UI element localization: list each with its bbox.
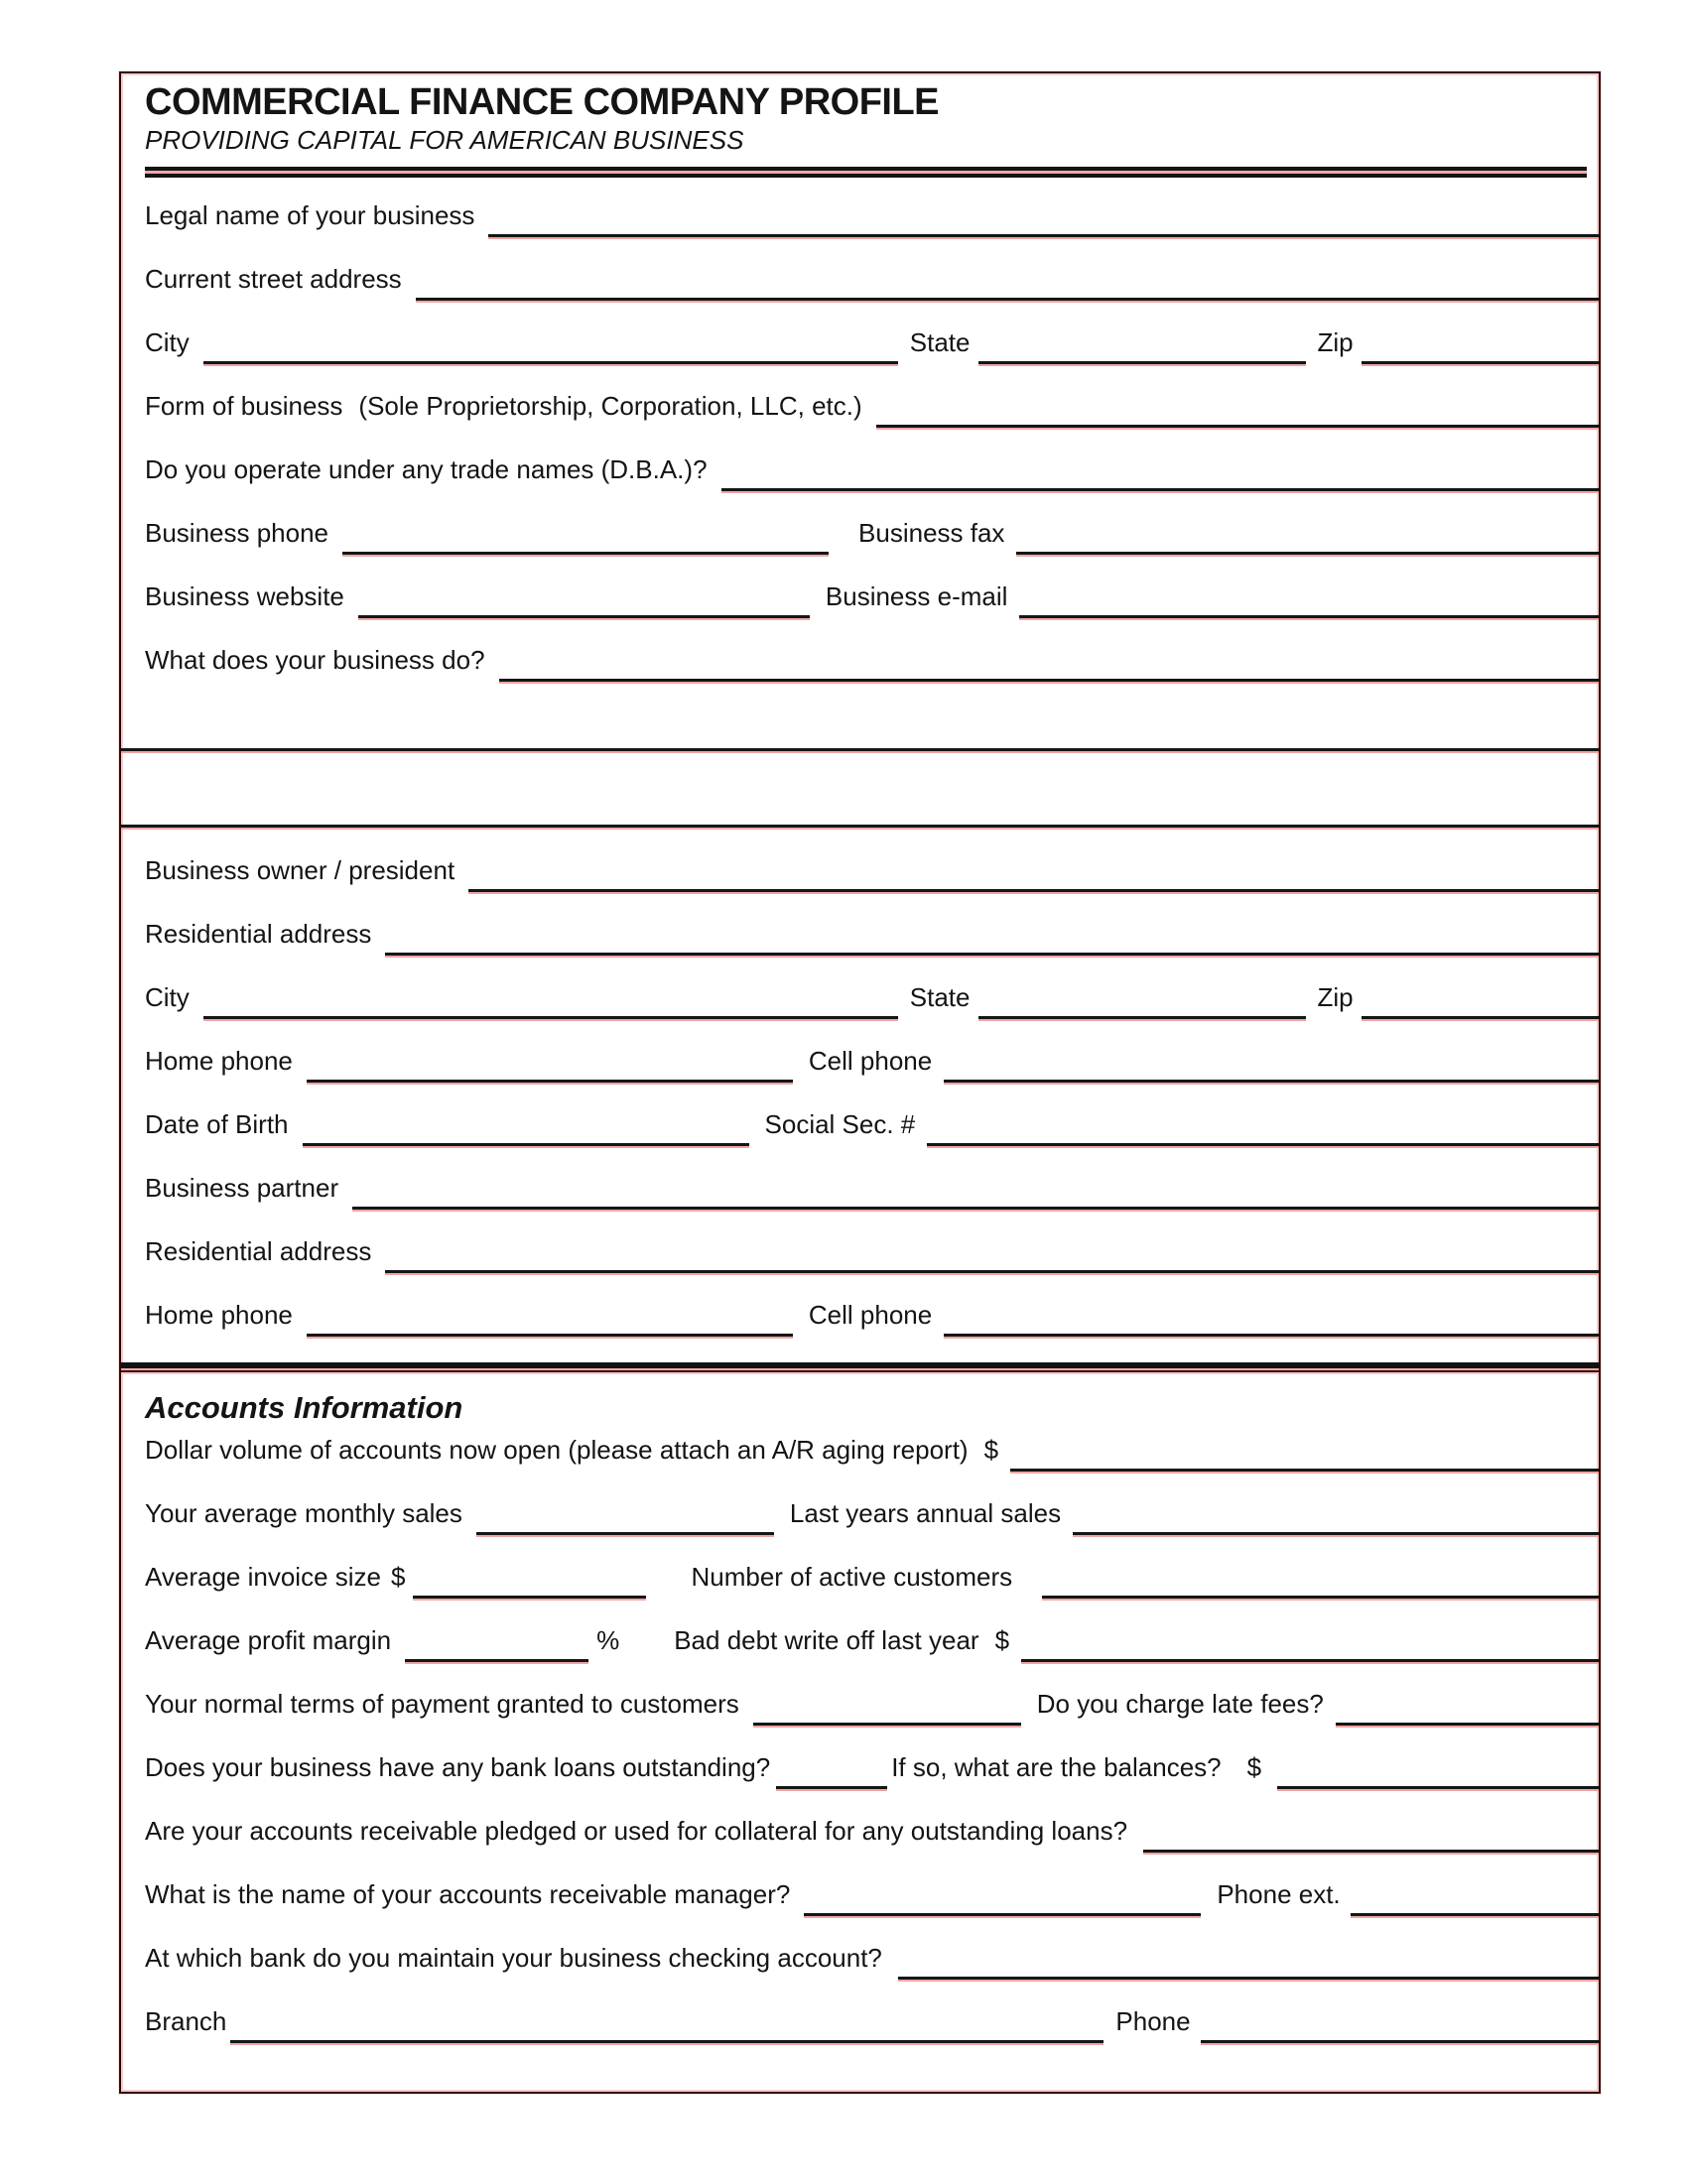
ssn-field[interactable] [927,1143,1599,1146]
dollar-volume-field[interactable] [1010,1469,1599,1472]
owner-state-label: State [909,982,971,1013]
business-fax-field[interactable] [1016,552,1599,555]
profit-margin-label: Average profit margin [145,1625,392,1656]
row-street-address [145,241,1599,305]
owner-zip-field[interactable] [1362,1016,1599,1019]
owner-zip-label: Zip [1317,982,1354,1013]
owner-cell-phone-label: Cell phone [808,1046,933,1077]
form-header [121,73,1599,155]
dob-label: Date of Birth [145,1109,289,1140]
pledged-label: Are your accounts receivable pledged or used for collateral for any outstanding loans? [145,1816,1128,1847]
row-partner [145,1150,1599,1214]
owner-cell-phone-field[interactable] [944,1080,1599,1083]
row-ar-manager [145,1857,1599,1920]
invoice-size-label: Average invoice size [145,1562,381,1593]
row-form-of-business [145,368,1599,432]
branch-label: Branch [145,2006,227,2037]
partner-cell-phone-field[interactable] [944,1334,1599,1337]
ar-manager-field[interactable] [804,1913,1201,1916]
partner-home-phone-label: Home phone [145,1300,293,1331]
row-website-email [145,559,1599,622]
header-rule [145,167,1587,178]
row-invoice-customers [145,1539,1599,1603]
checking-account-label: At which bank do you maintain your business checking account? [145,1943,882,1974]
owner-section [121,828,1599,1341]
row-city-state-zip [145,305,1599,368]
bad-debt-field[interactable] [1021,1659,1599,1662]
business-email-label: Business e-mail [825,581,1008,612]
payment-terms-field[interactable] [753,1723,1021,1726]
street-address-label: Current street address [145,264,402,295]
bad-debt-label: Bad debt write off last year [674,1625,979,1656]
ar-manager-label: What is the name of your accounts receivable manager? [145,1879,791,1910]
late-fees-field[interactable] [1336,1723,1599,1726]
branch-phone-label: Phone [1115,2006,1191,2037]
dollar-volume-label: Dollar volume of accounts now open (please attach an A/R aging report) [145,1435,969,1466]
partner-label: Business partner [145,1173,339,1204]
street-address-field[interactable] [416,298,1599,301]
ssn-label: Social Sec. # [764,1109,916,1140]
owner-city-field[interactable] [203,1016,898,1019]
branch-phone-field[interactable] [1201,2040,1599,2043]
annual-sales-field[interactable] [1073,1532,1599,1535]
branch-field[interactable] [230,2040,1104,2043]
dba-label: Do you operate under any trade names (D.B.A.)? [145,454,708,485]
active-customers-field[interactable] [1042,1596,1599,1599]
row-owner-residential [145,896,1599,960]
form-subtitle: PROVIDING CAPITAL FOR AMERICAN BUSINESS [145,124,744,155]
owner-label: Business owner / president [145,855,455,886]
row-owner [145,828,1599,896]
partner-home-phone-field[interactable] [307,1334,793,1337]
balances-currency: $ [1246,1752,1262,1783]
form-sheet [119,71,1601,2094]
business-section [121,178,1599,686]
legal-name-field[interactable] [488,234,1599,237]
monthly-sales-field[interactable] [476,1532,774,1535]
owner-residential-field[interactable] [385,953,1599,956]
pledged-field[interactable] [1143,1850,1599,1853]
owner-home-phone-field[interactable] [307,1080,793,1083]
row-legal-name [145,178,1599,241]
checking-account-field[interactable] [898,1977,1599,1980]
row-dob-ssn [145,1087,1599,1150]
row-dollar-volume [145,1426,1599,1476]
zip-field[interactable] [1362,361,1599,364]
city-label: City [145,327,190,358]
row-bank-loans [145,1730,1599,1793]
invoice-size-field[interactable] [413,1596,646,1599]
business-website-label: Business website [145,581,344,612]
zip-label: Zip [1317,327,1354,358]
business-description-field[interactable] [499,679,1599,682]
annual-sales-label: Last years annual sales [789,1498,1062,1529]
active-customers-label: Number of active customers [691,1562,1013,1593]
row-checking-account [145,1920,1599,1984]
form-of-business-label: Form of business [145,391,343,422]
owner-state-field[interactable] [978,1016,1306,1019]
row-owner-phones [145,1023,1599,1087]
bad-debt-currency: $ [994,1625,1010,1656]
legal-name-label: Legal name of your business [145,200,475,231]
row-partner-phones [145,1277,1599,1341]
form-of-business-hint: (Sole Proprietorship, Corporation, LLC, etc.) [358,391,862,422]
city-field[interactable] [203,361,898,364]
row-business-description [145,622,1599,686]
business-fax-label: Business fax [858,518,1005,549]
partner-residential-label: Residential address [145,1236,372,1267]
form-title: COMMERCIAL FINANCE COMPANY PROFILE [145,81,940,123]
payment-terms-label: Your normal terms of payment granted to customers [145,1689,739,1720]
accounts-section [121,1426,1599,2047]
invoice-size-currency: $ [391,1562,406,1593]
business-phone-field[interactable] [342,552,829,555]
row-owner-city-state-zip [145,960,1599,1023]
owner-city-label: City [145,982,190,1013]
dollar-volume-currency: $ [983,1435,999,1466]
profit-margin-field[interactable] [405,1659,588,1662]
dba-field[interactable] [721,488,1599,491]
late-fees-label: Do you charge late fees? [1036,1689,1324,1720]
row-partner-residential [145,1214,1599,1277]
bank-loans-label: Does your business have any bank loans outstanding? [145,1752,771,1783]
partner-field[interactable] [352,1207,1599,1210]
form-of-business-field[interactable] [876,425,1599,428]
row-dba [145,432,1599,495]
bank-loans-field[interactable] [776,1786,887,1789]
partner-cell-phone-label: Cell phone [808,1300,933,1331]
business-phone-label: Business phone [145,518,329,549]
phone-ext-label: Phone ext. [1217,1879,1341,1910]
accounts-section-divider [121,1362,1599,1374]
row-sales [145,1476,1599,1539]
row-branch-phone [145,1984,1599,2047]
profit-margin-percent: % [596,1625,620,1656]
row-business-phone-fax [145,495,1599,559]
owner-home-phone-label: Home phone [145,1046,293,1077]
owner-field[interactable] [468,889,1599,892]
balances-label: If so, what are the balances? [891,1752,1222,1783]
row-pledged [145,1793,1599,1857]
state-label: State [909,327,971,358]
dob-field[interactable] [303,1143,749,1146]
row-margin-baddebt [145,1603,1599,1666]
monthly-sales-label: Your average monthly sales [145,1498,462,1529]
phone-ext-field[interactable] [1351,1913,1599,1916]
accounts-heading: Accounts Information [145,1390,463,1426]
partner-residential-field[interactable] [385,1270,1599,1273]
business-email-field[interactable] [1019,615,1599,618]
owner-residential-label: Residential address [145,919,372,950]
business-description-extra-line-1[interactable] [121,748,1599,751]
balances-field[interactable] [1277,1786,1599,1789]
business-website-field[interactable] [358,615,810,618]
state-field[interactable] [978,361,1306,364]
business-description-label: What does your business do? [145,645,485,676]
row-terms-latefees [145,1666,1599,1730]
